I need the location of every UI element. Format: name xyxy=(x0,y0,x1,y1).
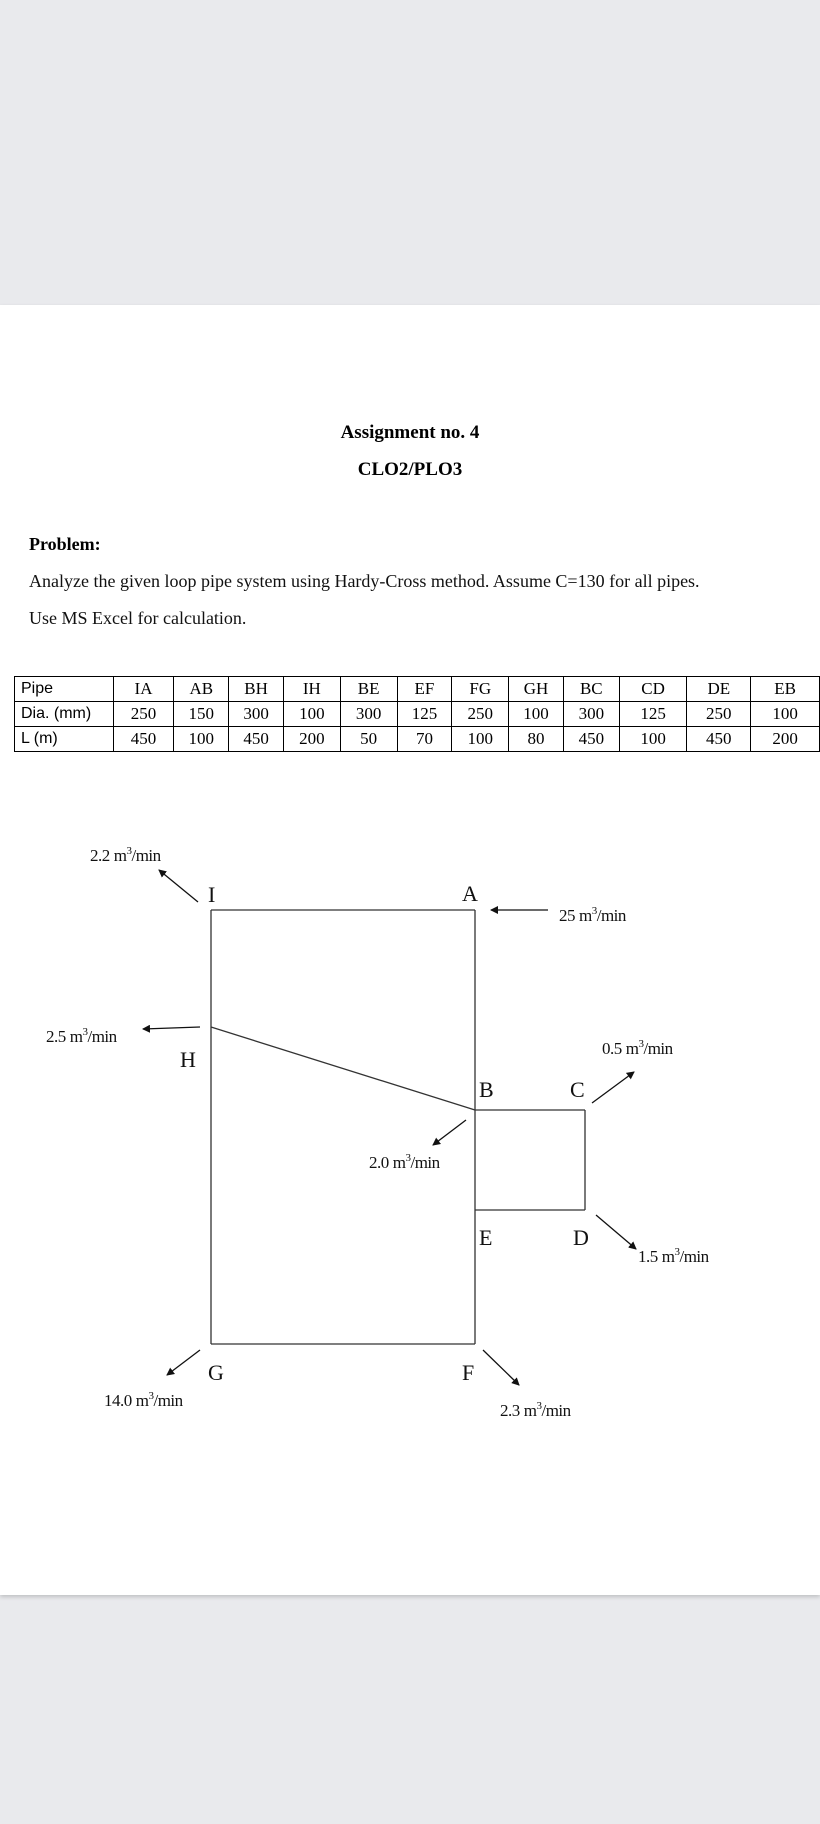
node-label-B: B xyxy=(479,1077,494,1102)
table-cell: CD xyxy=(619,677,687,702)
table-cell: FG xyxy=(452,677,509,702)
table-cell: 450 xyxy=(687,727,751,752)
node-label-D: D xyxy=(573,1225,589,1250)
table-cell: 300 xyxy=(340,702,397,727)
assignment-title: Assignment no. 4 xyxy=(340,422,480,443)
row-header: Pipe xyxy=(15,677,114,702)
table-cell: 450 xyxy=(563,727,619,752)
table-cell: IH xyxy=(283,677,340,702)
table-cell: BC xyxy=(563,677,619,702)
table-cell: IA xyxy=(113,677,174,702)
table-cell: 450 xyxy=(229,727,284,752)
table-cell: EB xyxy=(751,677,820,702)
arrow-D xyxy=(596,1215,636,1249)
table-cell: GH xyxy=(509,677,564,702)
problem-text-line-1: Analyze the given loop pipe system using Hardy-Cross method. Assume C=130 for all pipes. xyxy=(29,571,700,591)
table-cell: 100 xyxy=(283,702,340,727)
flow-label-B: 2.0 $m^3/\min$ xyxy=(369,1152,440,1172)
table-cell: 300 xyxy=(229,702,284,727)
table-cell: 300 xyxy=(563,702,619,727)
flow-label-F: 2.3 $m^3/\min$ xyxy=(500,1400,571,1420)
pipe-BH xyxy=(211,1027,475,1110)
table-cell: 200 xyxy=(751,727,820,752)
table-cell: 100 xyxy=(509,702,564,727)
table-cell: 125 xyxy=(397,702,452,727)
table-cell: 250 xyxy=(687,702,751,727)
table-cell: 100 xyxy=(751,702,820,727)
table-cell: 50 xyxy=(340,727,397,752)
arrow-F xyxy=(483,1350,519,1385)
node-label-E: E xyxy=(479,1225,493,1250)
table-cell: 150 xyxy=(174,702,229,727)
table-cell: BE xyxy=(340,677,397,702)
table-cell: 200 xyxy=(283,727,340,752)
flow-label-D: 1.5 $m^3/\min$ xyxy=(638,1246,709,1266)
flow-label-A: 25 $m^3/\min$ xyxy=(559,905,626,925)
table-cell: 70 xyxy=(397,727,452,752)
pipe-network xyxy=(211,910,585,1344)
row-header: L (m) xyxy=(15,727,114,752)
flow-label-C: 0.5 $m^3/\min$ xyxy=(602,1038,673,1058)
table-cell: 100 xyxy=(619,727,687,752)
node-label-A: A xyxy=(462,881,478,906)
node-label-F: F xyxy=(462,1360,475,1385)
table-cell: EF xyxy=(397,677,452,702)
row-header: Dia. (mm) xyxy=(15,702,114,727)
table-cell: 250 xyxy=(452,702,509,727)
problem-text-line-2: Use MS Excel for calculation. xyxy=(29,608,247,628)
arrow-H xyxy=(143,1027,200,1029)
table-cell: 100 xyxy=(452,727,509,752)
arrow-C xyxy=(592,1072,634,1103)
table-cell: 80 xyxy=(509,727,564,752)
node-label-H: H xyxy=(180,1047,196,1072)
table-cell: 450 xyxy=(113,727,174,752)
flow-arrows xyxy=(143,870,636,1385)
node-label-I: I xyxy=(208,882,216,907)
arrow-G xyxy=(167,1350,200,1375)
node-label-C: C xyxy=(570,1077,585,1102)
table-cell: 250 xyxy=(113,702,174,727)
flow-label-H: 2.5 $m^3/\min$ xyxy=(46,1026,117,1046)
table-cell: 125 xyxy=(619,702,687,727)
document-page xyxy=(0,305,820,1595)
assignment-subtitle: CLO2/PLO3 xyxy=(357,459,463,480)
table-cell: AB xyxy=(174,677,229,702)
problem-heading: Problem: xyxy=(29,534,101,554)
table-cell: 100 xyxy=(174,727,229,752)
flow-label-G: 14.0 $m^3/\min$ xyxy=(104,1390,183,1410)
table-cell: BH xyxy=(229,677,284,702)
loop-pipe-diagram xyxy=(0,305,820,1595)
arrow-B xyxy=(433,1120,466,1145)
node-label-G: G xyxy=(208,1360,224,1385)
flow-label-I: 2.2 $m^3/\min$ xyxy=(90,845,161,865)
table-cell: DE xyxy=(687,677,751,702)
arrow-I xyxy=(159,870,198,902)
